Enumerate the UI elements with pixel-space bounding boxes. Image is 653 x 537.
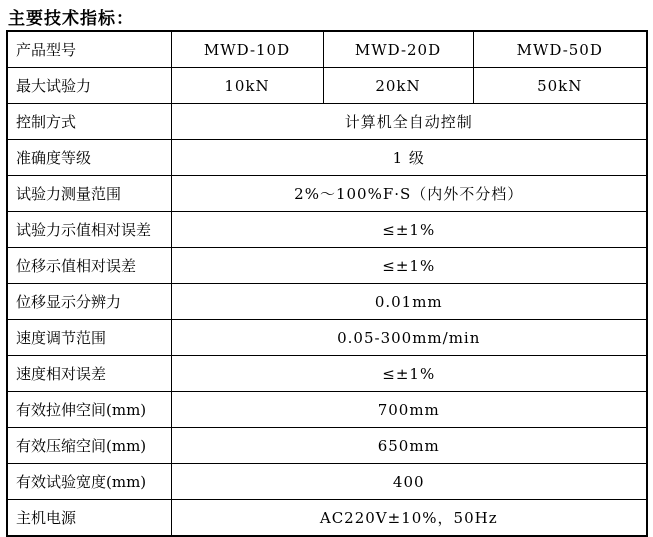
table-row-model <box>7 31 647 68</box>
table-row-spec <box>7 176 647 212</box>
table-row-spec <box>7 284 647 320</box>
spec-value-cell: 700mm <box>171 392 647 428</box>
spec-value-cell: 计算机全自动控制 <box>171 104 647 140</box>
table-row-spec <box>7 428 647 464</box>
table-row-spec <box>7 248 647 284</box>
spec-value-cell: ≤±1% <box>171 212 647 248</box>
spec-value-cell: AC220V±10%，50Hz <box>171 500 647 537</box>
table-row-spec <box>7 320 647 356</box>
spec-value-cell: ≤±1% <box>171 356 647 392</box>
page-title: 主要技术指标： <box>8 9 134 29</box>
row-label: 有效拉伸空间(mm) <box>7 392 171 428</box>
spec-value-cell: 1 级 <box>171 140 647 176</box>
spec-value-cell: 0.05-300mm/min <box>171 320 647 356</box>
table-row-max-force <box>7 68 647 104</box>
table-row-spec <box>7 500 647 537</box>
model-cell: MWD-50D <box>473 31 647 68</box>
spec-value-cell: 2%～100%F·S（内外不分档） <box>171 176 647 212</box>
row-label: 主机电源 <box>7 500 171 537</box>
row-label: 位移显示分辨力 <box>7 284 171 320</box>
row-label: 准确度等级 <box>7 140 171 176</box>
table-row-spec <box>7 140 647 176</box>
table-row-spec <box>7 464 647 500</box>
table-row-spec <box>7 356 647 392</box>
spec-value-cell: 400 <box>171 464 647 500</box>
row-label: 位移示值相对误差 <box>7 248 171 284</box>
row-label: 产品型号 <box>7 31 171 68</box>
row-label: 有效试验宽度(mm) <box>7 464 171 500</box>
spec-value-cell: 0.01mm <box>171 284 647 320</box>
spec-table <box>6 30 648 537</box>
row-label: 试验力示值相对误差 <box>7 212 171 248</box>
row-label: 控制方式 <box>7 104 171 140</box>
model-cell: MWD-10D <box>171 31 323 68</box>
row-label: 试验力测量范围 <box>7 176 171 212</box>
model-cell: MWD-20D <box>323 31 473 68</box>
table-row-spec <box>7 392 647 428</box>
table-row-spec <box>7 104 647 140</box>
row-label: 最大试验力 <box>7 68 171 104</box>
row-label: 速度调节范围 <box>7 320 171 356</box>
spec-value-cell: ≤±1% <box>171 248 647 284</box>
table-row-spec <box>7 212 647 248</box>
force-cell: 20kN <box>323 68 473 104</box>
force-cell: 50kN <box>473 68 647 104</box>
row-label: 速度相对误差 <box>7 356 171 392</box>
row-label: 有效压缩空间(mm) <box>7 428 171 464</box>
spec-value-cell: 650mm <box>171 428 647 464</box>
force-cell: 10kN <box>171 68 323 104</box>
